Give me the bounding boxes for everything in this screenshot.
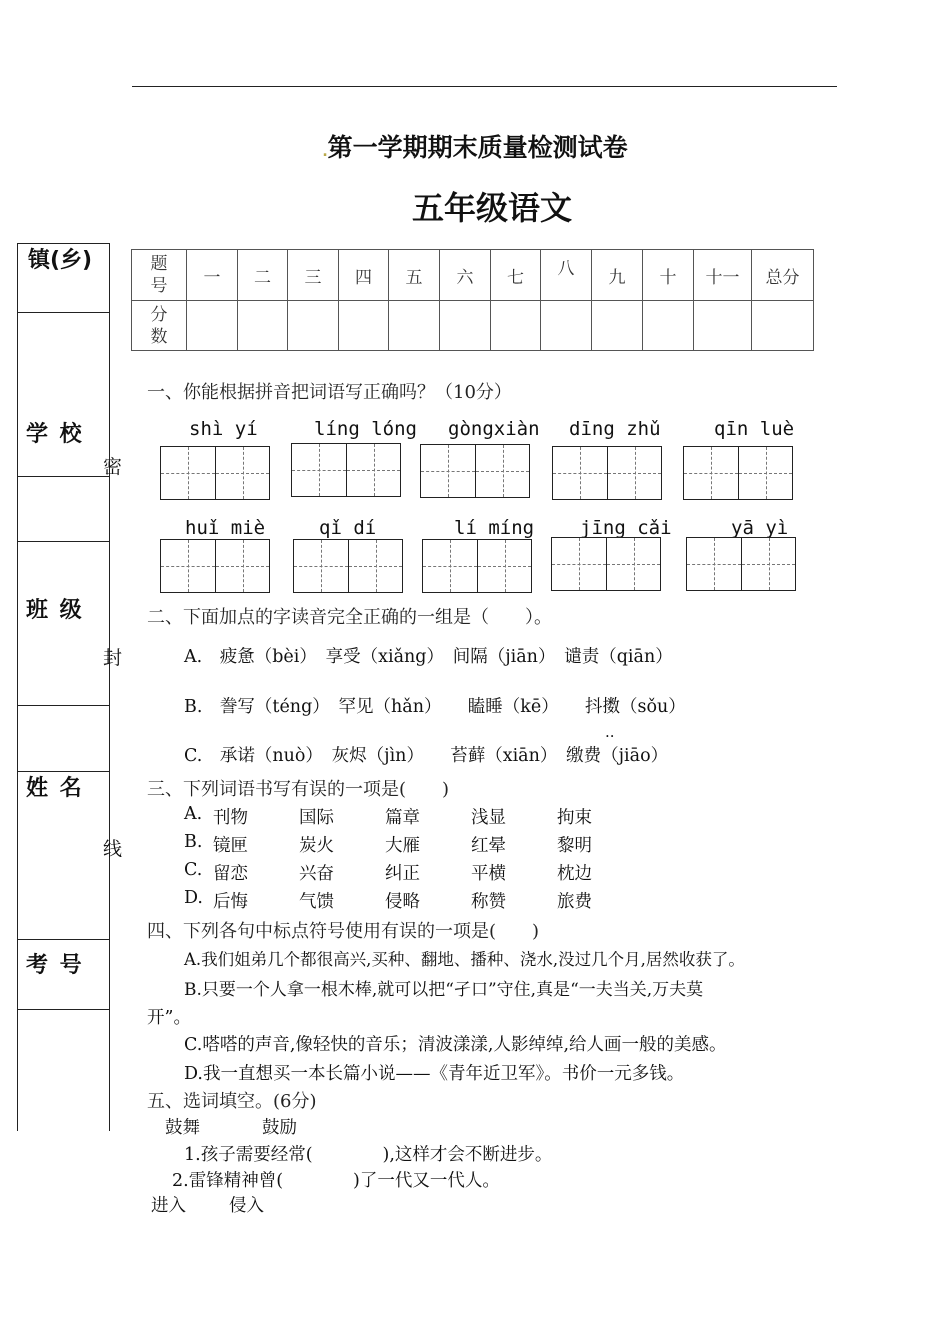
pinyin-label: dīng zhǔ (569, 418, 661, 440)
q3-options (184, 804, 592, 916)
side-divider (17, 476, 110, 477)
pinyin-label: jīng cǎi (580, 517, 672, 539)
score-cell[interactable] (440, 301, 491, 351)
side-divider (17, 705, 110, 706)
pinyin-label: qīn luè (714, 418, 795, 440)
seal-char-feng: 封 (103, 647, 123, 669)
q5-word-option: 侵入 (229, 1196, 264, 1216)
q3-word: 大雁 (385, 836, 420, 856)
write-cell[interactable] (741, 538, 795, 590)
q3-word: 留恋 (213, 864, 248, 884)
tianzige-box[interactable] (422, 539, 532, 593)
q5-sentence-1: 1.孩子需要经常( ),这样才会不断进步。 (184, 1145, 553, 1165)
score-cell[interactable] (592, 301, 643, 351)
q5-word-option: 鼓励 (262, 1118, 297, 1138)
score-cell[interactable] (339, 301, 389, 351)
q4-title: 四、下列各句中标点符号使用有误的一项是( ) (147, 921, 540, 942)
score-cell[interactable] (541, 301, 592, 351)
tianzige-box[interactable] (420, 444, 530, 498)
score-cell[interactable] (288, 301, 339, 351)
q4-option-c: C.嗒嗒的声音,像轻快的音乐；清波漾漾,人影绰绰,给人画一般的美感。 (184, 1035, 727, 1055)
col-header: 十一 (694, 250, 752, 301)
q3-letter: C. (184, 860, 203, 880)
q4-option-a: A.我们姐弟几个都很高兴,买种、翻地、播种、浇水,没过几个月,居然收获了。 (184, 950, 745, 969)
q3-word: 浅显 (471, 808, 506, 828)
write-cell[interactable] (423, 540, 477, 592)
q3-word: 后悔 (213, 892, 248, 912)
side-divider (17, 1009, 110, 1010)
col-header: 二 (238, 250, 288, 301)
q3-word: 刊物 (213, 808, 248, 828)
q4-option-b-cont: 开”。 (147, 1008, 191, 1028)
q3-word: 平横 (471, 864, 506, 884)
tianzige-box[interactable] (293, 539, 403, 593)
write-cell[interactable] (215, 540, 269, 592)
class-label: 班 级 (26, 598, 84, 623)
q3-word: 枕边 (557, 864, 592, 884)
col-header: 七 (491, 250, 541, 301)
row-label-text: 分 (150, 304, 168, 325)
col-header: 九 (592, 250, 643, 301)
q3-letter: A. (184, 804, 203, 824)
q3-letter: B. (184, 832, 203, 852)
q2-title: 二、下面加点的字读音完全正确的一组是（ ）。 (147, 607, 552, 628)
q3-option-row (184, 860, 592, 888)
write-cell[interactable] (215, 447, 269, 499)
row-label-question (132, 250, 187, 301)
exam-title (0, 128, 950, 164)
q3-word: 篇章 (385, 808, 420, 828)
row-label-text: 题 (150, 254, 168, 274)
q3-word: 镜匣 (213, 836, 248, 856)
q3-title: 三、下列词语书写有误的一项是( ) (147, 779, 450, 800)
q3-word: 国际 (299, 808, 334, 828)
top-rule (132, 86, 837, 87)
tianzige-box[interactable] (291, 443, 401, 497)
q5-word-option: 鼓舞 (165, 1118, 200, 1138)
col-header-total: 总分 (752, 250, 814, 301)
q2-option-b: B. 誊写（téng） 罕见（hǎn） 瞌睡（kē） 抖擞（sǒu） (184, 697, 686, 717)
q2-option-c: C. 承诺（nuò） 灰烬（jìn） 苔藓（xiān） 缴费（jiāo） (184, 746, 669, 766)
score-cell[interactable] (187, 301, 238, 351)
q3-word: 红晕 (471, 836, 506, 856)
q3-word: 兴奋 (299, 864, 334, 884)
tianzige-box[interactable] (160, 446, 270, 500)
write-cell[interactable] (606, 538, 660, 590)
q5-word-option: 进入 (151, 1196, 186, 1216)
write-cell[interactable] (346, 444, 400, 496)
q3-option-row (184, 832, 592, 860)
write-cell[interactable] (161, 540, 215, 592)
row-label-score (132, 301, 187, 351)
q2-option-a: A. 疲惫（bèi） 享受（xiǎng） 间隔（jiān） 谴责（qiān） (184, 647, 673, 667)
q3-word: 拘束 (557, 808, 592, 828)
q3-word: 旅费 (557, 892, 592, 912)
write-cell[interactable] (292, 444, 346, 496)
write-cell[interactable] (607, 447, 661, 499)
col-header: 一 (187, 250, 238, 301)
q3-word: 炭火 (299, 836, 334, 856)
pinyin-label: yā yì (731, 517, 789, 539)
pinyin-label: lí míng (454, 517, 535, 539)
col-header: 八 (541, 250, 592, 301)
pinyin-label: líng lóng (314, 418, 417, 440)
score-cell[interactable] (238, 301, 288, 351)
write-cell[interactable] (738, 447, 792, 499)
write-cell[interactable] (687, 538, 741, 590)
town-label: 镇(乡) (28, 248, 93, 273)
col-header: 十 (643, 250, 694, 301)
student-info-box (17, 243, 110, 1131)
q4-option-b: B.只要一个人拿一根木棒,就可以把“孑口”守住,真是“一夫当关,万夫莫 (184, 980, 704, 1000)
pinyin-label: shì yí (189, 418, 258, 440)
pinyin-label: gòngxiàn (448, 418, 540, 440)
tianzige-box[interactable] (686, 537, 796, 591)
number-label: 考 号 (26, 953, 84, 978)
write-cell[interactable] (294, 540, 348, 592)
row-label-text: 数 (150, 326, 168, 347)
col-header: 四 (339, 250, 389, 301)
write-cell[interactable] (161, 447, 215, 499)
col-header: 五 (389, 250, 440, 301)
score-cell[interactable] (752, 301, 814, 351)
row-label-text: 号 (150, 276, 168, 296)
write-cell[interactable] (684, 447, 738, 499)
write-cell[interactable] (477, 540, 531, 592)
write-cell[interactable] (553, 447, 607, 499)
q3-word: 气馈 (299, 892, 334, 912)
q5-title: 五、选词填空。(6分) (147, 1091, 317, 1112)
col-header: 六 (440, 250, 491, 301)
score-cell[interactable] (694, 301, 752, 351)
name-label: 姓 名 (26, 776, 84, 801)
q1-title: 一、你能根据拼音把词语写正确吗？（10分） (147, 382, 512, 403)
tianzige-box[interactable] (551, 537, 661, 591)
tianzige-box[interactable] (552, 446, 662, 500)
score-cell[interactable] (389, 301, 440, 351)
side-divider (17, 939, 110, 940)
score-cell[interactable] (643, 301, 694, 351)
q3-letter: D. (184, 888, 203, 908)
side-divider (17, 312, 110, 313)
q3-word: 称赞 (471, 892, 506, 912)
side-divider (17, 541, 110, 542)
q3-word: 纠正 (385, 864, 420, 884)
q3-option-row (184, 888, 592, 916)
exam-subtitle: 五年级语文 (411, 189, 572, 227)
q3-word: 黎明 (557, 836, 592, 856)
tianzige-box[interactable] (160, 539, 270, 593)
q5-sentence-2: 2.雷锋精神曾( )了一代又一代人。 (172, 1171, 500, 1191)
title-mark: . (322, 144, 328, 160)
score-cell[interactable] (491, 301, 541, 351)
q4-option-d: D.我一直想买一本长篇小说——《青年近卫军》。书价一元多钱。 (184, 1064, 685, 1084)
q3-option-row (184, 804, 592, 832)
school-label: 学 校 (26, 422, 84, 447)
tianzige-box[interactable] (683, 446, 793, 500)
write-cell[interactable] (552, 538, 606, 590)
write-cell[interactable] (348, 540, 402, 592)
col-header: 三 (288, 250, 339, 301)
pinyin-label: huǐ miè (185, 517, 266, 539)
q3-word: 侵略 (385, 892, 420, 912)
write-cell[interactable] (475, 445, 529, 497)
score-table (131, 249, 814, 351)
emphasis-dots: .. (605, 723, 615, 741)
seal-char-xian: 线 (103, 838, 123, 860)
seal-char-mi: 密 (103, 456, 123, 478)
exam-title-text: 第一学期期末质量检测试卷 (327, 133, 628, 162)
write-cell[interactable] (421, 445, 475, 497)
pinyin-label: qǐ dí (319, 517, 377, 539)
